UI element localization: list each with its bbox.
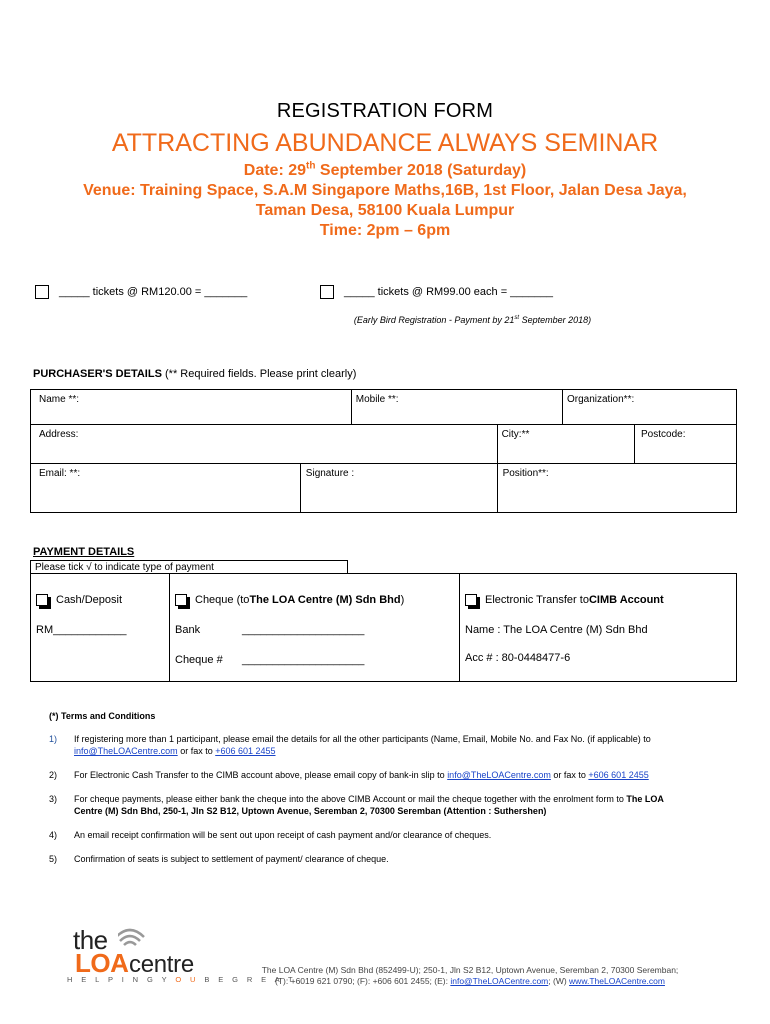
- payment-transfer-column: [459, 574, 736, 681]
- early-bird-note: [0, 315, 770, 325]
- logo-the-text: the: [73, 925, 108, 955]
- city-field[interactable]: [497, 425, 634, 464]
- event-date: [0, 161, 770, 181]
- terms-and-conditions: [49, 711, 689, 877]
- contact-mid: ; (W): [548, 976, 570, 986]
- purchaser-heading-title: PURCHASER'S DETAILS: [33, 368, 162, 380]
- term-item: [49, 733, 689, 757]
- date-sup: th: [306, 160, 316, 172]
- mobile-label: Mobile **:: [355, 394, 399, 405]
- payment-cheque-column: [169, 574, 459, 681]
- ticket-early-bird-label: _____ tickets @ RM99.00 each = _______: [344, 286, 553, 298]
- cheque-number-line: ____________________: [242, 654, 365, 666]
- signature-field[interactable]: [300, 464, 497, 513]
- early-bird-prefix: (Early Bird Registration - Payment by 21: [353, 315, 515, 325]
- term-text: If registering more than 1 participant, please email the details for all the other participants (Name, Email, Mobile No. and Fax No. (if applicable) to: [74, 734, 651, 744]
- cash-checkbox-icon[interactable]: [36, 594, 48, 606]
- term-number: 1): [49, 734, 58, 744]
- postcode-label: Postcode:: [641, 429, 686, 440]
- ticket-option-regular: [35, 285, 247, 299]
- term-item: [49, 793, 689, 817]
- logo-centre-text: centre: [129, 951, 194, 978]
- logo-loa-text: LOA: [75, 948, 129, 978]
- cheque-checkbox-icon[interactable]: [175, 594, 187, 606]
- contact-prefix: (T): +6019 621 0790; (F): +606 601 2455; (E):: [275, 976, 451, 986]
- term-number: 5): [49, 854, 58, 864]
- payment-details-box: [30, 573, 737, 682]
- header: [0, 100, 770, 241]
- organization-field[interactable]: [562, 390, 736, 425]
- mobile-field[interactable]: [351, 390, 562, 425]
- ticket-option-early-bird: [320, 285, 553, 299]
- footer-email-link[interactable]: info@TheLOACentre.com: [450, 976, 549, 986]
- transfer-checkbox-icon[interactable]: [465, 594, 477, 606]
- transfer-label-prefix: Electronic Transfer to: [485, 594, 589, 606]
- tagline-highlight: O U: [175, 975, 199, 984]
- signature-label: Signature :: [305, 468, 355, 479]
- name-field[interactable]: [31, 390, 352, 425]
- email-label: Email: **:: [39, 468, 81, 479]
- term-item: [49, 853, 689, 865]
- term-number: 2): [49, 770, 58, 780]
- early-bird-sup: st: [514, 315, 520, 321]
- bank-field[interactable]: [175, 624, 364, 636]
- transfer-option[interactable]: [465, 594, 664, 606]
- tagline-part: H E L P I N G Y: [67, 975, 176, 984]
- early-bird-suffix: September 2018): [519, 315, 592, 325]
- venue-line-2: Taman Desa, 58100 Kuala Lumpur: [255, 202, 515, 219]
- term-number: 3): [49, 794, 58, 804]
- position-field[interactable]: [497, 464, 736, 513]
- term-email-link[interactable]: info@TheLOACentre.com: [74, 746, 178, 756]
- date-prefix: Date: 29: [243, 162, 307, 179]
- loa-centre-logo: [65, 925, 296, 995]
- cash-option[interactable]: [36, 594, 122, 606]
- payment-heading: PAYMENT DETAILS: [33, 546, 135, 558]
- footer-website-link[interactable]: www.TheLOACentre.com: [569, 976, 665, 986]
- seminar-title: ATTRACTING ABUNDANCE ALWAYS SEMINAR: [111, 129, 659, 157]
- purchaser-heading-note: (** Required fields. Please print clearly): [161, 368, 357, 380]
- postcode-field[interactable]: [635, 425, 737, 464]
- terms-heading: (*) Terms and Conditions: [49, 711, 156, 721]
- payment-instruction: Please tick √ to indicate type of payment: [30, 560, 348, 574]
- tagline-part: B E G R E A T: [198, 975, 296, 984]
- term-text: or fax to: [550, 770, 589, 780]
- form-title: REGISTRATION FORM: [276, 100, 494, 122]
- term-fax-link[interactable]: +606 601 2455: [215, 746, 276, 756]
- term-fax-link[interactable]: +606 601 2455: [588, 770, 649, 780]
- organization-label: Organization**:: [566, 394, 635, 405]
- footer-address: The LOA Centre (M) Sdn Bhd (852499-U); 250-1, Jln S2 B12, Uptown Avenue, Seremban 2, 70300 Seremban;: [261, 965, 679, 975]
- transfer-bank: CIMB Account: [588, 594, 664, 606]
- cheque-label-suffix: ): [400, 594, 405, 606]
- ticket-regular-label: _____ tickets @ RM120.00 = _______: [59, 286, 248, 298]
- term-number: 4): [49, 830, 58, 840]
- email-field[interactable]: [31, 464, 301, 513]
- term-text: For cheque payments, please either bank the cheque into the above CIMB Account or mail the cheque together with the enrolment form to: [74, 794, 627, 804]
- term-bold-address: The LOA Centre (M) Sdn Bhd, 250-1, Jln S2 B12, Uptown Avenue, Seremban 2, 70300 Seremban (Attention : Suthershen): [74, 794, 664, 816]
- address-label: Address:: [39, 429, 79, 440]
- cheque-payee: The LOA Centre (M) Sdn Bhd: [249, 594, 401, 606]
- cash-amount-field[interactable]: RM____________: [36, 624, 127, 636]
- event-time: Time: 2pm – 6pm: [319, 222, 451, 239]
- date-suffix: September 2018 (Saturday): [315, 162, 527, 179]
- cheque-option[interactable]: [175, 594, 404, 606]
- purchaser-heading: [33, 368, 356, 380]
- city-label: City:**: [501, 429, 530, 440]
- bank-line: ____________________: [242, 624, 365, 636]
- name-label: Name **:: [39, 394, 80, 405]
- cheque-number-field[interactable]: [175, 654, 364, 666]
- term-email-link[interactable]: info@TheLOACentre.com: [447, 770, 551, 780]
- ticket-regular-checkbox[interactable]: [35, 285, 49, 299]
- venue-line-1: Venue: Training Space, S.A.M Singapore Maths,16B, 1st Floor, Jalan Desa Jaya,: [83, 182, 687, 199]
- term-text: Confirmation of seats is subject to settlement of payment/ clearance of cheque.: [74, 854, 389, 864]
- account-number: Acc # : 80-0448477-6: [465, 652, 571, 664]
- term-text: or fax to: [177, 746, 216, 756]
- term-item: [49, 769, 689, 781]
- cheque-number-label: Cheque #: [175, 654, 223, 666]
- term-item: [49, 829, 689, 841]
- footer-contact: [240, 965, 700, 987]
- bank-label: Bank: [175, 624, 201, 636]
- cash-label: Cash/Deposit: [56, 594, 123, 606]
- payment-cash-column: [31, 574, 169, 681]
- account-name: Name : The LOA Centre (M) Sdn Bhd: [465, 624, 648, 636]
- ticket-early-bird-checkbox[interactable]: [320, 285, 334, 299]
- purchaser-details-table: [30, 389, 737, 513]
- footer: [0, 925, 770, 1015]
- footer-contact-line: [240, 976, 700, 987]
- address-field[interactable]: [31, 425, 498, 464]
- term-text: For Electronic Cash Transfer to the CIMB account above, please email copy of bank-in slip to: [74, 770, 448, 780]
- term-text: An email receipt confirmation will be sent out upon receipt of cash payment and/or clearance of cheques.: [74, 830, 492, 840]
- cheque-label-prefix: Cheque (to: [195, 594, 250, 606]
- position-label: Position**:: [502, 468, 549, 479]
